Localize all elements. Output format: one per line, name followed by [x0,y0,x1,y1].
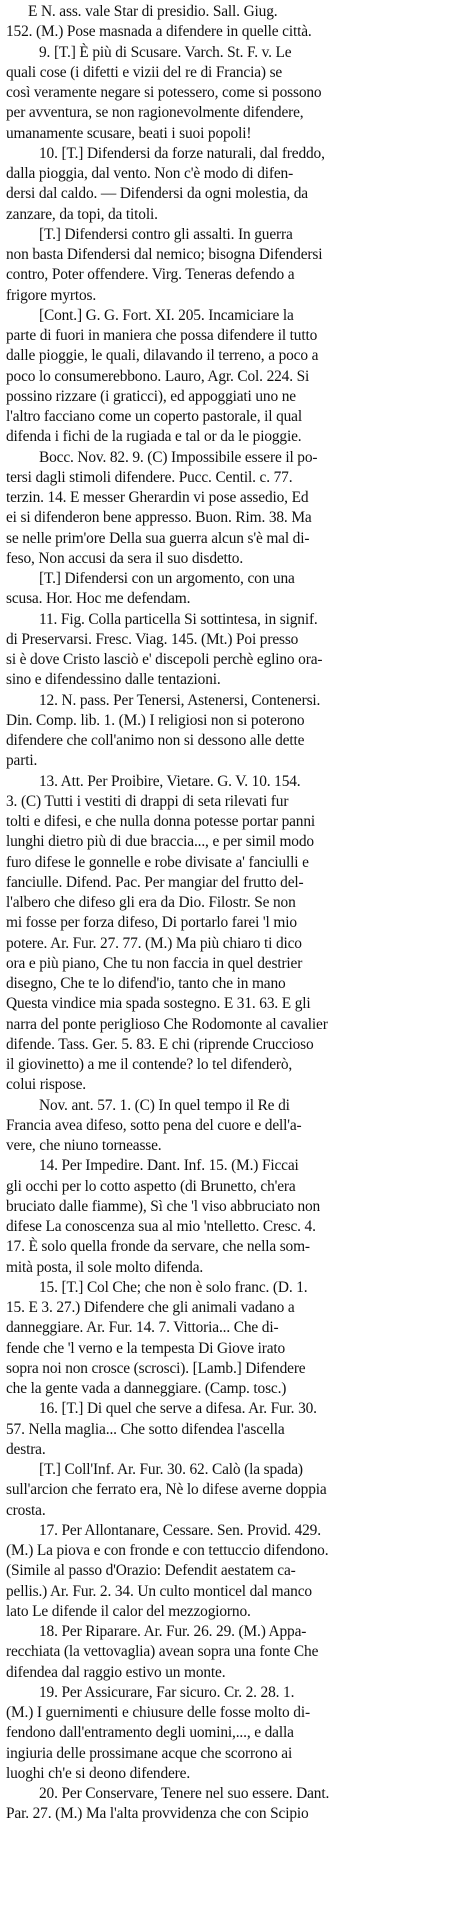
text-line: 18. Per Riparare. Ar. Fur. 26. 29. (M.) Appa- [39,1623,307,1640]
text-line: Din. Comp. lib. 1. (M.) I religiosi non si poterono [6,711,305,729]
text-line: frigore myrtos. [6,286,97,304]
text-line: parte di fuori in maniera che possa difendere il tutto [6,327,318,344]
text-line: fende che 'l verno e la tempesta Di Giove irato [6,1339,286,1357]
text-line: poco lo consumerebbono. Lauro, Agr. Col. 224. Si [6,367,310,385]
text-line: disegno, Che te lo difend'io, tanto che in mano [6,975,286,992]
text-line: mi fosse per forza difeso, Di portarlo farei 'l mio [6,914,297,932]
text-line: per avventura, se non ragionevolmente difendere, [6,104,304,122]
text-line: ei si difenderon bene appresso. Buon. Rim. 38. Ma [6,509,312,527]
text-line: ingiuria delle prossimane acque che scorrono ai [6,1744,293,1762]
text-line: l'altro facciano come un coperto pastorale, il qual [6,408,302,425]
text-line: non basta Difendersi dal nemico; bisogna Difendersi [6,246,323,263]
text-line: Nov. ant. 57. 1. (C) In quel tempo il Re di [39,1096,290,1114]
text-line: difese La conoscenza sua al mio 'ntelletto. Cresc. 4. [6,1218,316,1235]
text-line: scusa. Hor. Hoc me defendam. [6,590,191,608]
text-line: [T.] Coll'Inf. Ar. Fur. 30. 62. Calò (la spada) [39,1461,303,1478]
text-line: sull'arcion che ferrato era, Nè lo difese averne doppia [6,1481,327,1499]
text-line: 9. [T.] È più di Scusare. Varch. St. F. v. Le [39,43,292,61]
text-line: [T.] Difendersi con un argomento, con una [39,570,295,587]
text-line: 17. È solo quella fronde da servare, che nella som- [6,1238,310,1256]
text-line: così veramente negare si potessero, come si possono [6,84,322,101]
text-line: difenda i fichi de la rugiada e tal or da le pioggie. [6,428,302,446]
text-line: l'albero che difeso gli era da Dio. Filostr. Se non [6,894,296,911]
text-line: 19. Per Assicurare, Far sicuro. Cr. 2. 28. 1. [39,1683,295,1701]
text-line: Bocc. Nov. 82. 9. (C) Impossibile essere il po- [39,448,318,466]
text-line: Questa vindice mia spada sostegno. E 31. 63. E gli [6,995,311,1013]
text-line: parti. [6,752,38,770]
text-line: difendea dal raggio estivo un monte. [6,1663,226,1681]
text-line: furo difese le gonnelle e robe divisate a' fanciulli e [6,853,309,871]
text-line: destra. [6,1440,46,1458]
text-line: danneggiare. Ar. Fur. 14. 7. Vittoria... Che di- [6,1319,279,1337]
text-line: feso, Non accusi da sera il suo disdetto. [6,549,244,567]
text-line: recchiata (la vettovaglia) avean sopra una fonte Che [6,1643,319,1661]
text-line: [Cont.] G. G. Fort. XI. 205. Incamiciare la [39,306,294,324]
text-line: dersi dal caldo. — Difendersi da ogni molestia, da [6,185,308,203]
text-line: 15. [T.] Col Che; che non è solo franc. (D. 1. [39,1278,308,1296]
text-line: fendono dall'entramento degli uomini,..., e dalla [6,1724,294,1742]
text-line: (M.) I guernimenti e chiusure delle fosse molto di- [6,1704,310,1721]
text-line: narra del ponte periglioso Che Rodomonte al cavalier [6,1015,328,1033]
text-line: se nelle prim'ore Della sua guerra alcun s'è mal di- [6,529,310,547]
text-line: sino e difendessino dalle tentazioni. [6,671,221,689]
text-line: 152. (M.) Pose masnada a difendere in quelle città. [6,23,312,41]
text-line: Par. 27. (M.) Ma l'alta provvidenza che con Scipio [6,1805,309,1823]
text-line: dalle pioggie, le quali, dilavando il terreno, a poco a [6,347,319,365]
text-line: 17. Per Allontanare, Cessare. Sen. Provid. 429. [39,1521,321,1539]
text-line: (M.) La piova e con fronde e con tettuccio difendono. [6,1542,329,1559]
text-line: ora e più piano, Che tu non faccia in quel destrier [6,954,303,972]
text-line: crosta. [6,1501,46,1519]
text-line: quali cose (i difetti e vizii del re di Francia) se [6,63,283,81]
text-line: difende. Tass. Ger. 5. 83. E chi (riprende Crucciosо [6,1035,314,1053]
text-line: 10. [T.] Difendersi da forze naturali, dal freddo, [39,144,325,162]
text-line: lato Le difende il calor del mezzogiorno. [6,1602,251,1620]
text-line: (Simile al passo d'Orazio: Defendit aestatem ca- [6,1562,296,1580]
text-line: il giovinetto) a me il contende? lo tel difenderò, [6,1056,293,1073]
text-line: mità posta, il sole molto difenda. [6,1258,204,1276]
text-line: 12. N. pass. Per Tenersi, Astenersi, Contenersi. [39,691,321,709]
text-line: bruciato dalle fiamme), Sì che 'l viso abbruciato non [6,1197,321,1215]
text-line: 15. E 3. 27.) Difendere che gli animali vadano a [6,1299,295,1316]
text-line: che la gente vada a danneggiare. (Camp. tosc.) [6,1380,287,1397]
text-line: lunghi dietro più di due braccia..., e per simil modo [6,833,314,851]
text-line: 11. Fig. Colla particella Si sottintesa, in signif. [39,610,318,628]
text-line: vere, che niuno torneasse. [6,1137,162,1154]
text-line: 57. Nella maglia... Che sotto difendea l'ascella [6,1420,285,1438]
text-line: sopra noi non crosce (scrosci). [Lamb.] Difendere [6,1359,306,1377]
text-line: di Preservarsi. Fresc. Viag. 145. (Mt.) Poi presso [6,630,299,648]
text-line: luoghi ch'e si deono difendere. [6,1764,191,1782]
text-line: 20. Per Conservare, Tenere nel suo essere. Dant. [39,1785,330,1802]
text-line: possino rizzare (i graticci), ed appoggiati uno ne [6,387,296,405]
text-line: 16. [T.] Di quel che serve a difesa. Ar. Fur. 30. [39,1400,317,1418]
text-line: contro, Poter offendere. Virg. Teneras defendo a [6,266,295,284]
text-line: dalla pioggia, dal vento. Non c'è modo di difen- [6,165,294,182]
text-line: E N. ass. vale Star di presidio. Sall. Giug. [28,3,278,20]
text-line: tersi dagli stimoli difendere. Pucc. Centil. c. 77. [6,468,293,486]
text-line: si è dove Cristo lasciò e' discepoli perchè eglino ora- [6,651,323,668]
text-line: difendere che coll'animo non si dessono alle dette [6,732,305,749]
text-line: 14. Per Impedire. Dant. Inf. 15. (M.) Ficcai [39,1157,299,1175]
text-line: pellis.) Ar. Fur. 2. 34. Un culto monticel dal manco [6,1582,312,1600]
text-line: potere. Ar. Fur. 27. 77. (M.) Ma più chiaro ti dico [6,934,302,952]
text-line: terzin. 14. E messer Gherardin vi pose assedio, Ed [6,489,309,506]
text-line: tolti e difesi, e che nulla donna potesse portar panni [6,813,316,830]
text-line: Francia avea difeso, sotto pena del cuore e dell'a- [6,1116,302,1134]
text-line: umanamente scusare, beati i suoi popoli! [6,124,252,142]
text-line: colui rispose. [6,1076,86,1094]
text-line: gli occhi per lo cotto aspetto (di Brunetto, ch'era [6,1177,296,1195]
text-line: [T.] Difendersi contro gli assalti. In guerra [39,225,293,243]
text-line: 3. (C) Tutti i vestiti di drappi di seta rilevati fur [6,792,289,810]
text-line: 13. Att. Per Proibire, Vietare. G. V. 10. 154. [39,772,301,790]
text-line: zanzare, da topi, da titoli. [6,205,158,223]
text-line: fanciulle. Difend. Pac. Per mangiar del frutto del- [6,873,304,891]
